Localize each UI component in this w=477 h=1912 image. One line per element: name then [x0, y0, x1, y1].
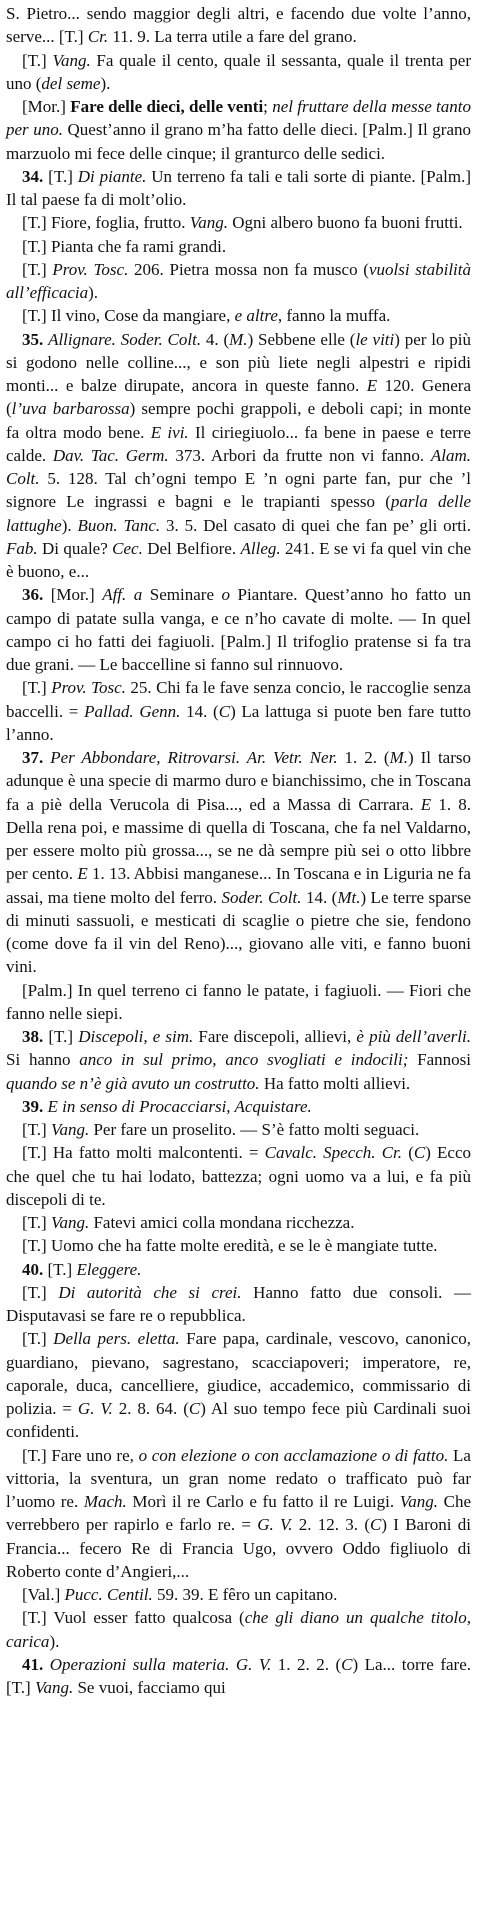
italic-text: C: [188, 1399, 201, 1418]
text-run: [T.] Vuol esser fatto qualcosa (: [22, 1608, 245, 1628]
italic-text: o con elezione o con acclamazione o di fatto.: [138, 1445, 449, 1465]
italic-text: C: [341, 1654, 353, 1674]
italic-text: E: [366, 376, 378, 395]
italic-text: M.: [229, 329, 248, 349]
entry-paragraph: [6, 1234, 471, 1257]
section-number: 41.: [22, 1654, 50, 1674]
text-run: [T.]: [48, 1027, 79, 1046]
text-run: [T.] Pianta che fa rami grandi.: [22, 236, 227, 256]
italic-text: e altre: [234, 306, 278, 326]
italic-text: M.: [389, 748, 408, 767]
italic-text: Alam. Colt.: [6, 445, 472, 488]
text-run: 206. Pietra mossa non fa musco (: [128, 259, 369, 279]
text-run: [T.]: [22, 50, 53, 70]
text-run: ) Le terre sparse di minuti sassuoli, e mesticati di scaglie o pietre che sie, fendono (come dove fa il vin del Reno)..., giovano alle viti, e fanno buoni vini.: [6, 887, 471, 977]
entry-paragraph: [6, 328, 471, 584]
italic-text: Aff. a: [102, 585, 143, 605]
entry-paragraph: [6, 1095, 471, 1118]
text-run: [Mor.]: [50, 585, 103, 605]
text-run: Il ciriegiuolo... fa bene in paese e terre calde.: [6, 422, 471, 465]
entry-paragraph: [6, 1444, 471, 1584]
italic-text: Della pers. eletta.: [53, 1329, 180, 1349]
text-run: ) La lattuga si puote ben fare tutto l’anno.: [6, 701, 471, 744]
entry-paragraph: [6, 211, 471, 234]
text-run: [T.] Ha fatto molti malcontenti. =: [22, 1143, 265, 1163]
entry-paragraph: [6, 95, 471, 165]
text-run: ) sempre pochi grappoli, e deboli capi; in monte fa oltra modo bene.: [6, 399, 472, 442]
entry-paragraph: [6, 676, 471, 746]
italic-text: Cr.: [87, 27, 109, 47]
text-run: ) La... torre fare. [T.]: [6, 1654, 471, 1697]
text-run: [Mor.]: [22, 97, 71, 116]
italic-text: Allignare. Soder. Colt.: [48, 329, 202, 349]
italic-text: l’uva barbarossa: [11, 399, 130, 419]
text-run: [T.]: [22, 678, 52, 698]
italic-text: Alleg.: [240, 538, 281, 558]
text-run: ) Ecco che quel che tu hai lodato, battezza; ogni uomo va a lui, e fa più discepoli di te.: [6, 1143, 472, 1209]
italic-text: G. V.: [257, 1515, 293, 1535]
text-run: 3. 5. Del casato di quei che fan pe’ gli orti.: [160, 515, 471, 535]
entry-paragraph: [6, 2, 471, 49]
section-number: Fare delle dieci, delle venti: [70, 97, 264, 116]
italic-text: E: [77, 864, 88, 884]
italic-text: o: [221, 585, 230, 605]
text-run: ) Sebbene elle (: [247, 329, 356, 349]
text-run: [T.]: [22, 259, 53, 279]
section-number: 34.: [22, 166, 49, 186]
text-run: Piantare. Quest’anno ho fatto un campo di patate sulla vanga, e ce n’ho cavate di molte. — In quel campo ci ho fatti dei fagiuoli. [Palm.] Il trifoglio pratense si fa tra due grani. — Le baccelline si fanno sul rinnuovo.: [6, 585, 472, 674]
entry-paragraph: [6, 165, 471, 212]
entry-paragraph: [6, 258, 471, 305]
italic-text: E in senso di Procacciarsi, Acquistare.: [47, 1096, 312, 1116]
text-run: 25. Chi fa le fave senza concio, le raccoglie senza baccelli. =: [6, 678, 471, 721]
text-run: ) per lo più si godono nelle colline..., e son più liete negli alpestri e ripidi monti... e balze dirupate, ancora in queste fanno.: [6, 329, 471, 395]
text-run: 373. Arbori da frutte non vi fanno.: [168, 445, 431, 465]
text-run: 241. E se vi fa quel vin che è buono, e...: [6, 538, 472, 581]
italic-text: Di autorità che si crei.: [58, 1282, 242, 1302]
text-run: [Val.]: [22, 1585, 65, 1604]
italic-text: vuolsi stabilità all’efficacia: [6, 259, 471, 302]
text-run: [Palm.] In quel terreno ci fanno le patate, i fagiuoli. — Fiori che fanno nelle siepi.: [6, 980, 471, 1023]
italic-text: Per Abbondare, Ritrovarsi. Ar. Vetr. Ner.: [50, 748, 338, 767]
entry-paragraph: [6, 1258, 471, 1281]
text-run: Ha fatto molti allievi.: [259, 1073, 411, 1093]
text-run: Del Belfiore.: [142, 538, 241, 558]
text-run: Fatevi amici colla mondana ricchezza.: [89, 1213, 355, 1232]
text-run: Per fare un proselito. — S’è fatto molti seguaci.: [89, 1120, 420, 1139]
italic-text: le viti: [355, 329, 395, 349]
text-run: Hanno fatto due consoli. — Disputavasi se fare re o repubblica.: [6, 1282, 471, 1325]
text-run: Morì il re Carlo e fu fatto il re Luigi.: [126, 1492, 400, 1511]
section-number: 40.: [22, 1259, 48, 1279]
text-run: ).: [100, 73, 111, 93]
text-run: Fare discepoli, allievi,: [193, 1027, 357, 1046]
italic-text: Vang.: [50, 1213, 90, 1232]
text-run: ;: [263, 97, 273, 116]
text-run: 11. 9. La terra utile a fare del grano.: [108, 27, 357, 47]
italic-text: Vang.: [52, 50, 91, 70]
italic-text: E: [420, 794, 432, 814]
italic-text: del seme: [41, 73, 101, 93]
text-run: 2. 12. 3. (: [292, 1515, 370, 1535]
text-run: ) I Baroni di Francia... fecero Re di Francia Ugo, ovvero Oddo figliuolo di Roberto conte d’Angieri,...: [6, 1515, 471, 1581]
italic-text: Vang.: [189, 213, 229, 233]
italic-text: parla delle lattughe: [6, 492, 471, 535]
text-run: Fare papa, cardinale, vescovo, canonico, guardiano, pievano, sagrestano, scacciapoveri; imperatore, re, caporale, duca, cancelliere, giudice, accademico, commissario di polizia. =: [6, 1329, 471, 1418]
text-run: 1. 2. (: [337, 748, 390, 767]
entry-paragraph: [6, 1327, 471, 1443]
italic-text: anco in sul primo, anco svogliati e indocili;: [79, 1050, 409, 1070]
italic-text: Buon. Tanc.: [77, 515, 161, 535]
entry-paragraph: [6, 1606, 471, 1653]
entry-paragraph: [6, 746, 471, 979]
italic-text: Soder. Colt.: [221, 887, 302, 907]
entry-paragraph: [6, 583, 471, 676]
italic-text: C: [413, 1143, 426, 1163]
text-run: 2. 8. 64. (: [112, 1399, 189, 1418]
section-number: 35.: [22, 329, 49, 349]
text-run: Fa quale il cento, quale il sessanta, quale il trenta per uno (: [6, 50, 471, 93]
text-run: Quest’anno il grano m’ha fatto delle dieci. [Palm.] Il grano marzuolo mi fece delle cinque; il granturco delle sedici.: [6, 120, 471, 163]
entry-paragraph: [6, 304, 471, 327]
italic-text: Pallad. Genn.: [84, 701, 181, 721]
italic-text: Mach.: [83, 1492, 127, 1511]
text-run: , fanno la muffa.: [277, 306, 391, 326]
text-run: Un terreno fa tali e tali sorte di piante. [Palm.] Il tal paese fa di molt’olio.: [6, 166, 472, 209]
text-run: 59. 39. E fêro un capitano.: [152, 1585, 338, 1604]
text-run: 14. (: [301, 887, 338, 907]
italic-text: Di piante.: [77, 166, 147, 186]
text-run: [T.] Uomo che ha fatte molte eredità, e se le è mangiate tutte.: [22, 1236, 438, 1256]
text-run: ) Al suo tempo fece più Cardinali suoi confidenti.: [6, 1399, 471, 1442]
text-run: [T.]: [22, 1329, 54, 1349]
text-run: 4. (: [201, 329, 230, 349]
entry-paragraph: [6, 1118, 471, 1141]
italic-text: Discepoli, e sim.: [78, 1027, 194, 1046]
entry-paragraph: [6, 1653, 471, 1700]
text-run: [T.] Il vino, Cose da mangiare,: [22, 306, 235, 326]
italic-text: Operazioni sulla materia. G. V.: [49, 1654, 272, 1674]
italic-text: Prov. Tosc.: [52, 259, 129, 279]
text-run: (: [402, 1143, 414, 1163]
italic-text: Pucc. Centil.: [64, 1585, 153, 1604]
italic-text: nel fruttare della messe tanto per uno.: [6, 97, 471, 140]
entry-paragraph: [6, 49, 471, 96]
text-run: [T.]: [22, 1282, 59, 1302]
section-number: 37.: [22, 748, 51, 767]
text-run: [T.]: [22, 1120, 51, 1139]
text-run: 1. 2. 2. (: [271, 1654, 342, 1674]
text-run: Seminare: [142, 585, 222, 605]
italic-text: che gli diano un qualche titolo, carica: [6, 1608, 472, 1651]
italic-text: Dav. Tac. Germ.: [52, 445, 169, 465]
text-run: [T.]: [22, 1213, 51, 1232]
italic-text: quando se n’è già avuto un costrutto.: [6, 1073, 260, 1093]
text-run: [T.] Fare uno re,: [22, 1445, 139, 1465]
text-run: ).: [88, 283, 99, 302]
entry-paragraph: [6, 1025, 471, 1095]
italic-text: Vang.: [50, 1120, 90, 1139]
entry-paragraph: [6, 1281, 471, 1328]
entry-paragraph: [6, 235, 471, 258]
italic-text: Eleggere.: [76, 1259, 142, 1279]
text-run: Che verrebbero per rapirlo e farlo re. =: [6, 1492, 471, 1535]
text-run: Fannosi: [408, 1050, 471, 1070]
entry-paragraph: [6, 1583, 471, 1606]
text-run: 5. 128. Tal ch’ogni tempo E ’n ogni parte fan, pur che ’l signore Le ingrassi e bagni e le trapianti spesso (: [6, 469, 471, 512]
italic-text: Fab.: [6, 538, 38, 558]
text-run: [T.] Fiore, foglia, frutto.: [22, 213, 190, 233]
text-run: Di quale?: [37, 538, 113, 558]
text-run: S. Pietro... sendo maggior degli altri, e facendo due volte l’anno, serve... [T.]: [6, 4, 471, 47]
text-run: [T.]: [48, 166, 78, 186]
italic-text: Mt.: [337, 887, 361, 907]
text-run: 14. (: [180, 701, 219, 721]
text-run: Se vuoi, facciamo qui: [73, 1678, 226, 1697]
text-run: Si hanno: [6, 1050, 80, 1070]
text-run: ).: [49, 1631, 60, 1651]
italic-text: Cec.: [112, 538, 143, 558]
italic-text: Cavalc. Specch. Cr.: [264, 1143, 403, 1163]
italic-text: Vang.: [399, 1492, 438, 1511]
entry-paragraph: [6, 979, 471, 1026]
italic-text: C: [370, 1515, 382, 1535]
text-run: La vittoria, la sventura, un gran nome redato o trafficato può far l’uomo re.: [6, 1445, 471, 1511]
text-run: ) Il tarso adunque è una specie di marmo duro e bianchissimo, che in Toscana fa a piè della Verucola di Pisa..., ed a Massa di Carrara.: [6, 748, 471, 814]
text-run: 120. Genera (: [6, 376, 471, 419]
italic-text: Vang.: [34, 1678, 74, 1697]
italic-text: G. V.: [77, 1399, 113, 1418]
italic-text: E ivi.: [150, 422, 189, 442]
italic-text: C: [218, 701, 231, 721]
entry-paragraph: [6, 1141, 471, 1211]
section-number: 38.: [22, 1027, 49, 1046]
entry-paragraph: [6, 1211, 471, 1234]
text-run: [T.]: [47, 1259, 77, 1279]
section-number: 39.: [22, 1096, 48, 1116]
text-run: ).: [61, 515, 78, 535]
text-run: 1. 8. Della rena poi, e massime di quella di Toscana, che fa nel Valdarno, per essere molto più grossa..., se ne dà sempre più sei o otto libbre per cento.: [6, 794, 472, 884]
italic-text: Prov. Tosc.: [51, 678, 126, 698]
text-run: Ogni albero buono fa buoni frutti.: [228, 213, 463, 233]
section-number: 36.: [22, 585, 51, 605]
italic-text: è più dell’averli.: [356, 1027, 471, 1046]
text-run: 1. 13. Abbisi manganese... In Toscana e in Liguria ne fa assai, ma tiene molto del ferro.: [6, 864, 471, 907]
